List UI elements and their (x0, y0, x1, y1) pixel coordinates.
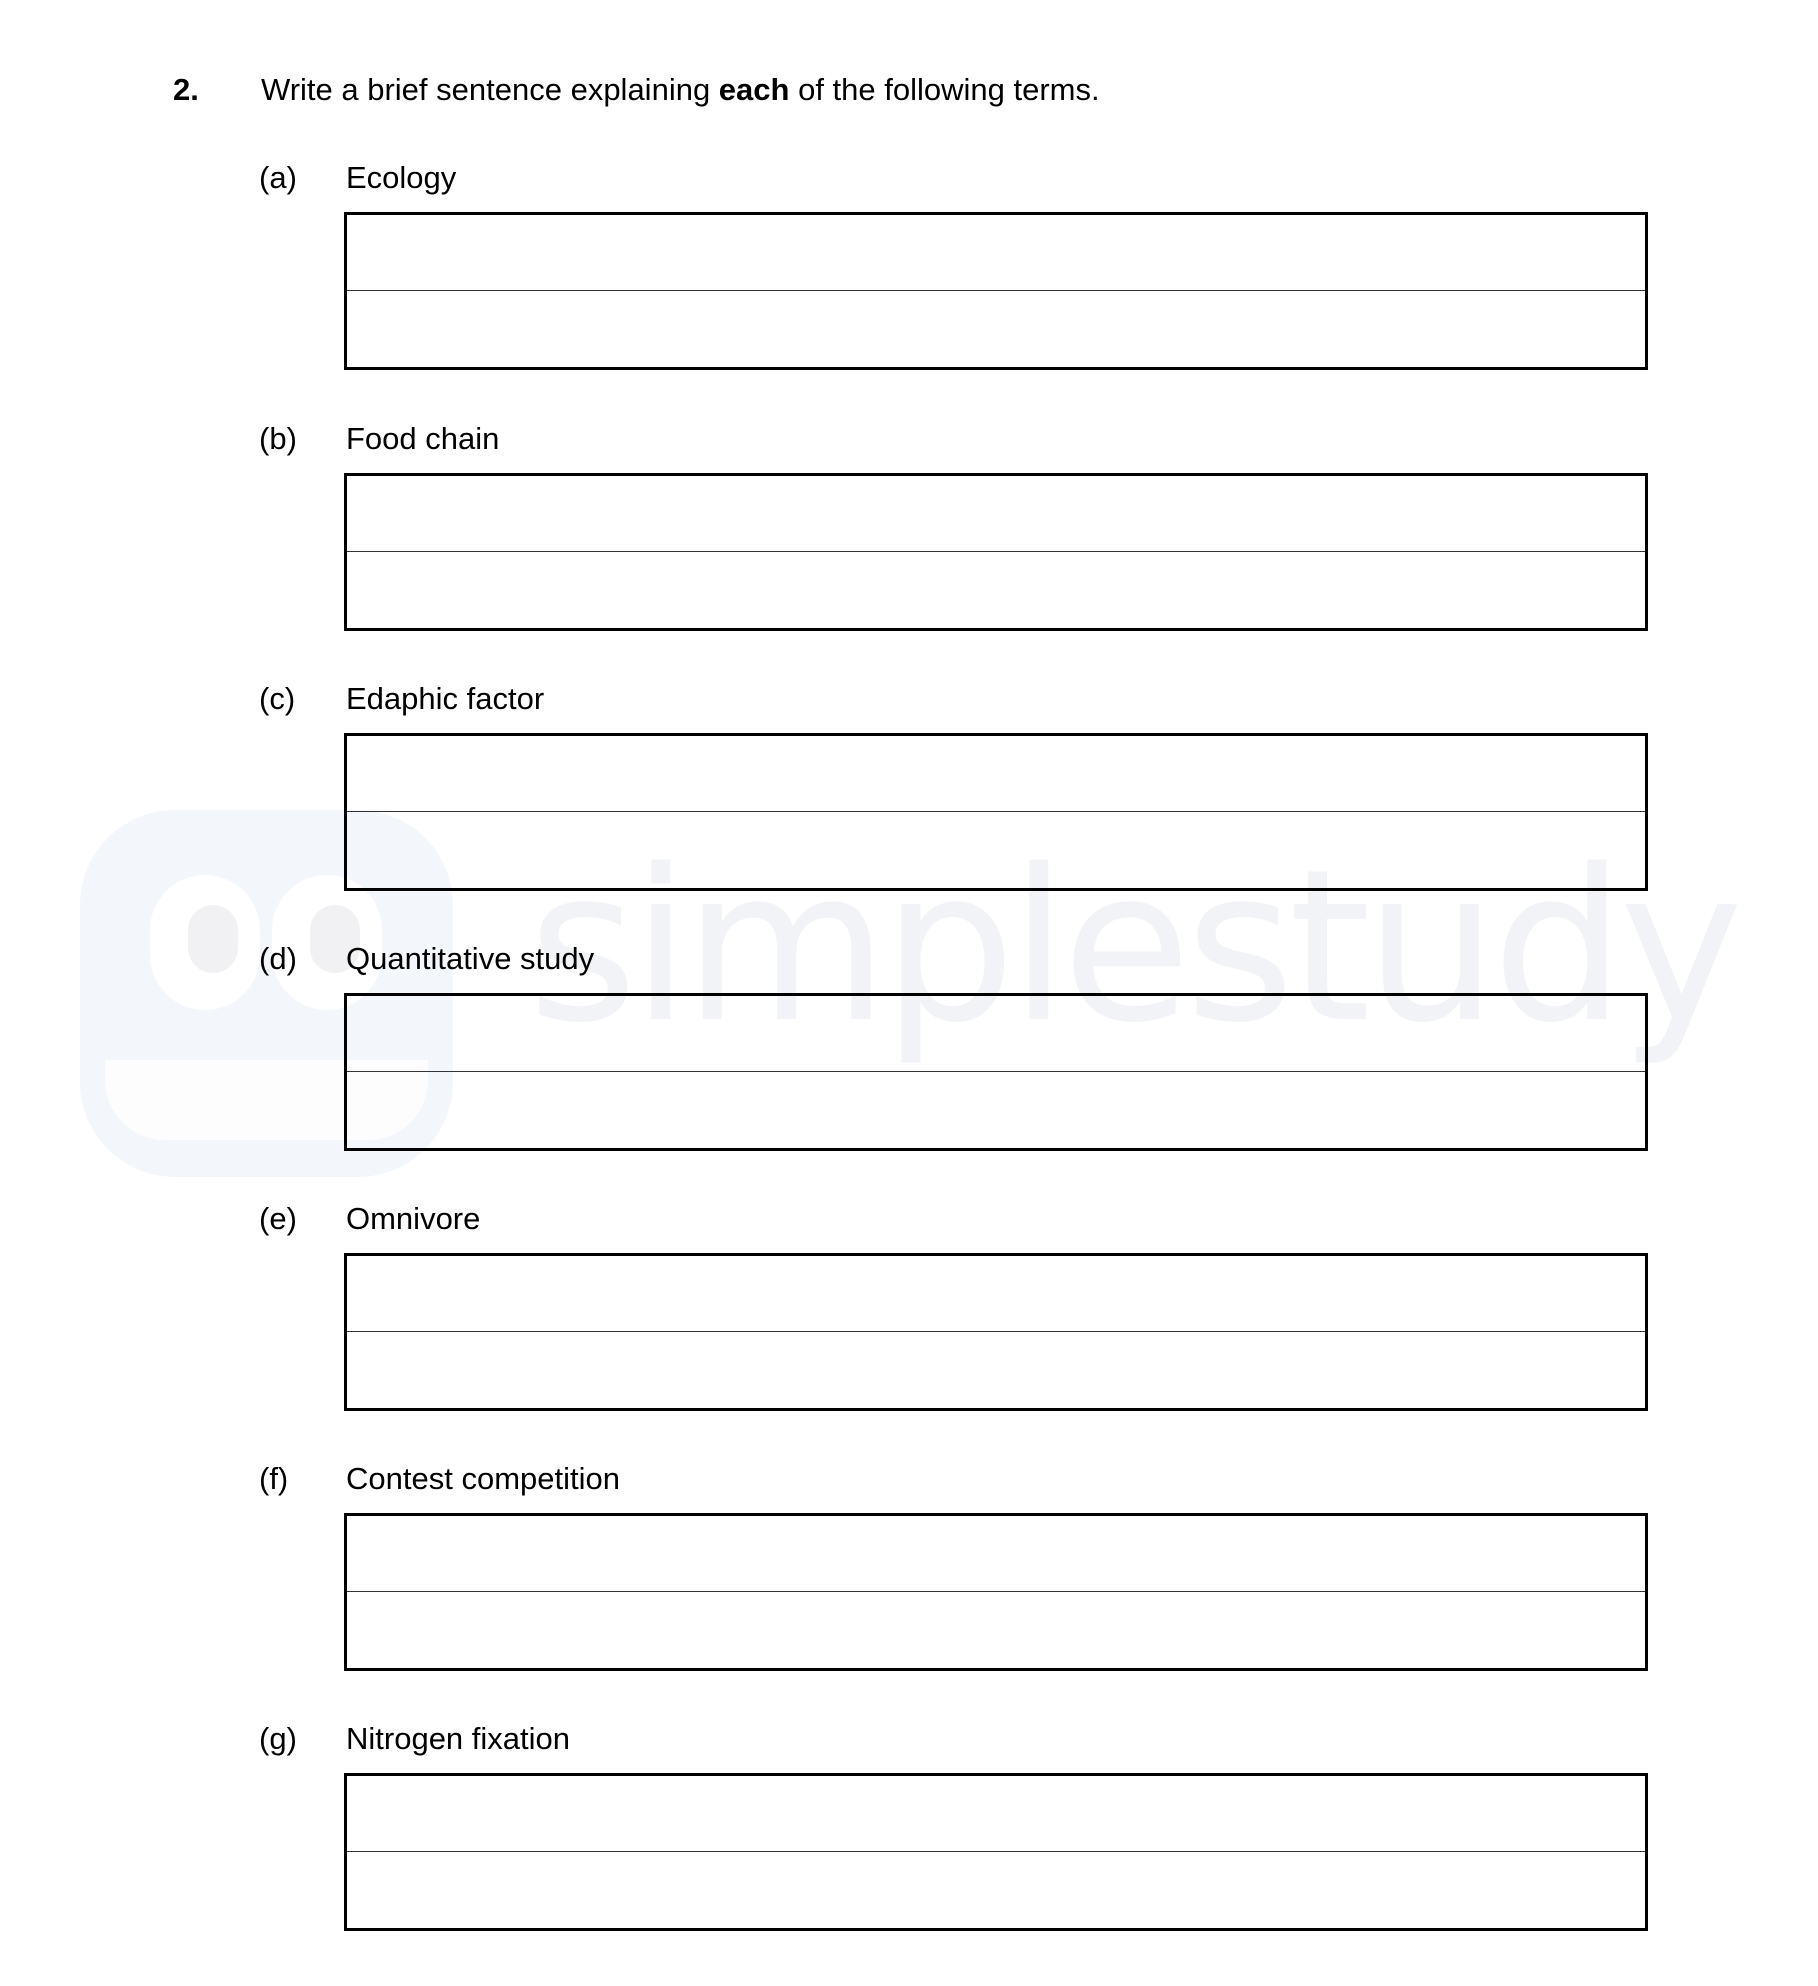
answer-line-2[interactable] (347, 291, 1645, 367)
question-prompt-emphasis: each (718, 72, 790, 107)
part-letter: (e) (259, 1201, 297, 1236)
answer-line-2[interactable] (347, 1852, 1645, 1928)
answer-line-2[interactable] (347, 812, 1645, 888)
question-part-d (0, 941, 1818, 1181)
part-term: Quantitative study (346, 941, 595, 976)
question-part-e (0, 1201, 1818, 1441)
question-part-b (0, 421, 1818, 661)
question-prompt-start: Write a brief sentence explaining (261, 72, 719, 107)
answer-box (344, 1773, 1648, 1931)
answer-line-2[interactable] (347, 1072, 1645, 1148)
answer-line-2[interactable] (347, 1332, 1645, 1408)
question-number: 2. (173, 72, 199, 107)
part-letter: (f) (259, 1461, 289, 1496)
question-part-a (0, 160, 1818, 400)
part-term: Ecology (346, 160, 457, 195)
answer-box (344, 1253, 1648, 1411)
answer-line-1[interactable] (347, 476, 1645, 552)
question-part-f (0, 1461, 1818, 1701)
question-prompt-end: of the following terms. (789, 72, 1100, 107)
answer-line-1[interactable] (347, 215, 1645, 291)
part-letter: (d) (259, 941, 297, 976)
answer-line-1[interactable] (347, 736, 1645, 812)
watermark-text: simplestudy (528, 824, 1738, 1069)
answer-box (344, 212, 1648, 370)
answer-box (344, 1513, 1648, 1671)
part-term: Food chain (346, 421, 500, 456)
part-letter: (b) (259, 421, 297, 456)
answer-line-1[interactable] (347, 1516, 1645, 1592)
answer-line-2[interactable] (347, 1592, 1645, 1668)
answer-line-1[interactable] (347, 1256, 1645, 1332)
part-term: Nitrogen fixation (346, 1721, 571, 1756)
question-part-g (0, 1721, 1818, 1961)
answer-box (344, 473, 1648, 631)
part-letter: (c) (259, 681, 296, 716)
answer-line-1[interactable] (347, 996, 1645, 1072)
question-part-c (0, 681, 1818, 921)
answer-box (344, 733, 1648, 891)
part-term: Edaphic factor (346, 681, 545, 716)
question-prompt (261, 72, 1100, 108)
answer-line-1[interactable] (347, 1776, 1645, 1852)
part-letter: (a) (259, 160, 297, 195)
answer-line-2[interactable] (347, 552, 1645, 628)
answer-box (344, 993, 1648, 1151)
part-term: Contest competition (346, 1461, 620, 1496)
part-letter: (g) (259, 1721, 297, 1756)
part-term: Omnivore (346, 1201, 481, 1236)
